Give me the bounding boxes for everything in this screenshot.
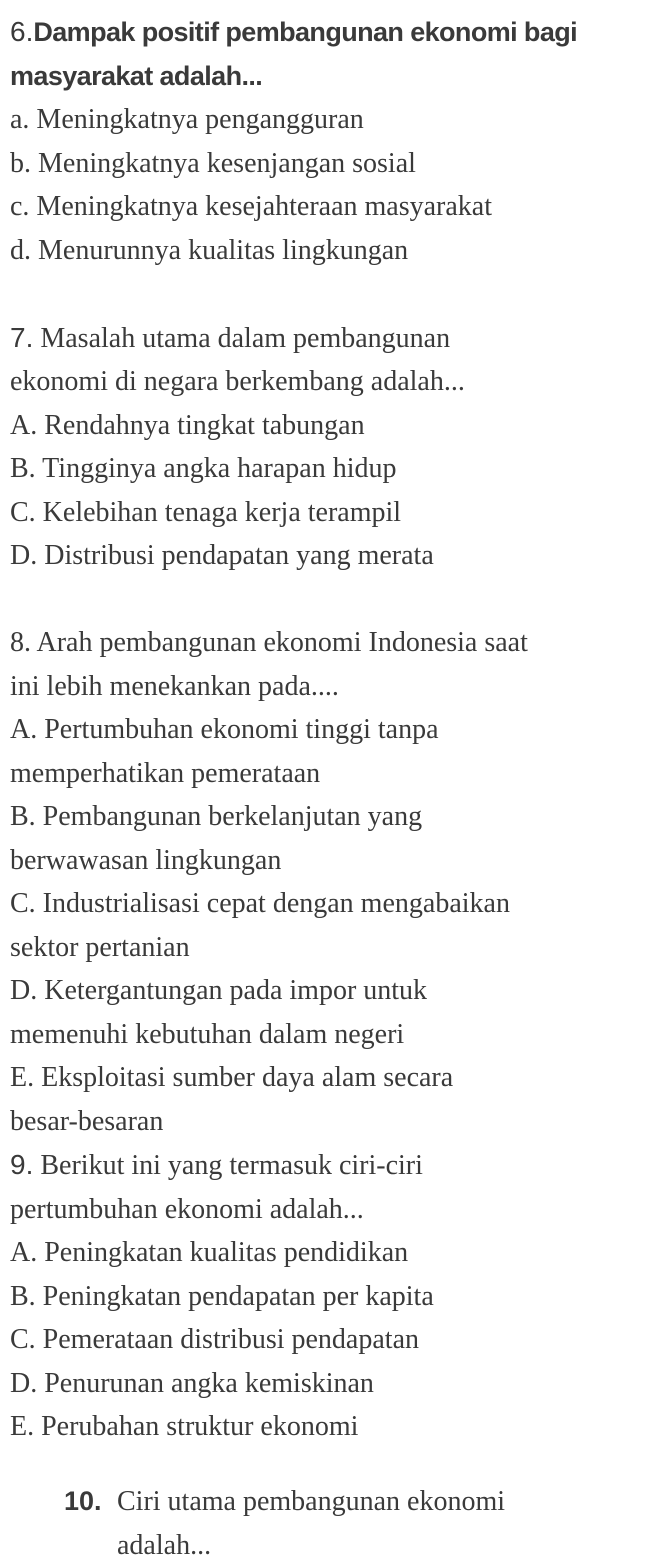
- q8-question-text-1: Arah pembangunan ekonomi Indonesia saat: [36, 627, 527, 658]
- spacer: [10, 272, 660, 316]
- q6-option-a: a. Meningkatnya pengangguran: [10, 98, 660, 142]
- q6-question-text-1: Dampak positif pembangunan ekonomi bagi: [33, 17, 577, 47]
- q8-option-c-1: C. Industrialisasi cepat dengan mengabaikan: [10, 882, 660, 926]
- q7-question-text-1: Masalah utama dalam pembangunan: [40, 323, 450, 354]
- q9-question-text-1: Berikut ini yang termasuk ciri-ciri: [40, 1150, 423, 1181]
- q6-question-text-2: masyarakat adalah...: [10, 55, 660, 99]
- q8-option-d-1: D. Ketergantungan pada impor untuk: [10, 969, 660, 1013]
- q7-option-b: B. Tingginya angka harapan hidup: [10, 447, 660, 491]
- q8-number: 8.: [10, 627, 31, 658]
- q10-question-text-1: Ciri utama pembangunan ekonomi: [117, 1480, 505, 1524]
- q6-option-d: d. Menurunnya kualitas lingkungan: [10, 229, 660, 273]
- question-list: [10, 10, 660, 1449]
- q9-question: [10, 1143, 660, 1188]
- q8-question-text-2: ini lebih menekankan pada....: [10, 665, 660, 709]
- q9-option-c: C. Pemerataan distribusi pendapatan: [10, 1318, 660, 1362]
- q6-question: [10, 10, 660, 55]
- q8-option-a-1: A. Pertumbuhan ekonomi tinggi tanpa: [10, 708, 660, 752]
- q7-option-a: A. Rendahnya tingkat tabungan: [10, 404, 660, 448]
- q10-question: [64, 1480, 654, 1524]
- q6-option-c: c. Meningkatnya kesejahteraan masyarakat: [10, 185, 660, 229]
- q7-option-d: D. Distribusi pendapatan yang merata: [10, 534, 660, 578]
- q9-option-e: E. Perubahan struktur ekonomi: [10, 1405, 660, 1449]
- q10-number: 10.: [64, 1480, 117, 1524]
- q6-option-b: b. Meningkatnya kesenjangan sosial: [10, 142, 660, 186]
- q9-option-b: B. Peningkatan pendapatan per kapita: [10, 1275, 660, 1319]
- q9-option-a: A. Peningkatan kualitas pendidikan: [10, 1231, 660, 1275]
- q7-number: 7.: [10, 322, 33, 353]
- q9-option-d: D. Penurunan angka kemiskinan: [10, 1362, 660, 1406]
- q8-option-c-2: sektor pertanian: [10, 926, 660, 970]
- spacer: [10, 578, 660, 622]
- q9-number: 9.: [10, 1149, 33, 1180]
- q8-option-b-1: B. Pembangunan berkelanjutan yang: [10, 795, 660, 839]
- q6-number: 6.: [10, 16, 33, 47]
- q7-question: [10, 316, 660, 361]
- q8-option-d-2: memenuhi kebutuhan dalam negeri: [10, 1013, 660, 1057]
- q7-question-text-2: ekonomi di negara berkembang adalah...: [10, 360, 660, 404]
- q7-option-c: C. Kelebihan tenaga kerja terampil: [10, 491, 660, 535]
- q9-question-text-2: pertumbuhan ekonomi adalah...: [10, 1188, 660, 1232]
- q8-option-a-2: memperhatikan pemerataan: [10, 752, 660, 796]
- q8-question: [10, 621, 660, 665]
- q10-item: [64, 1480, 654, 1567]
- q8-option-b-2: berwawasan lingkungan: [10, 839, 660, 883]
- q10-question-text-2: adalah...: [64, 1524, 654, 1567]
- q8-option-e-2: besar-besaran: [10, 1100, 660, 1144]
- q8-option-e-1: E. Eksploitasi sumber daya alam secara: [10, 1056, 660, 1100]
